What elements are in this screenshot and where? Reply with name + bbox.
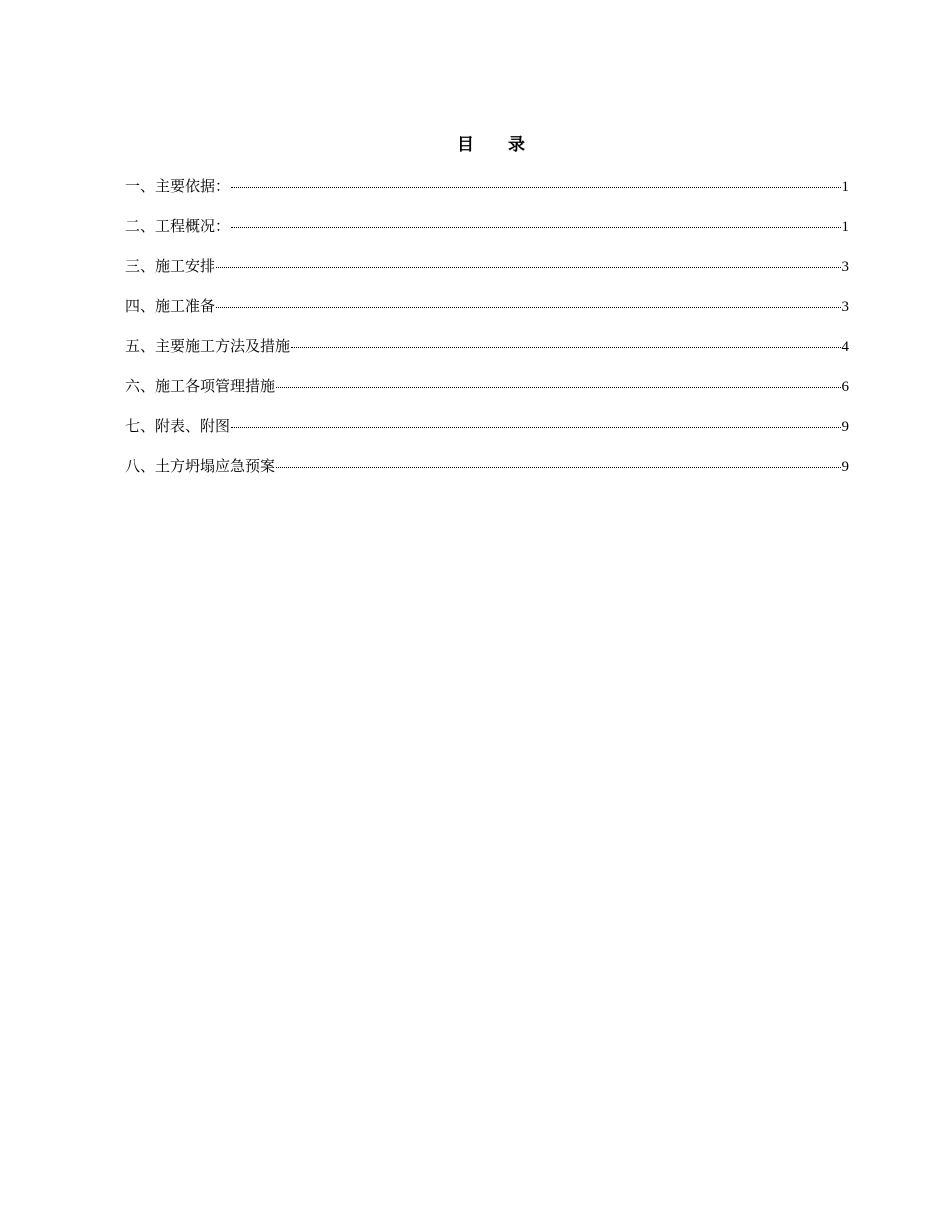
toc-entry-page: 6 xyxy=(841,379,849,395)
toc-dot-leader xyxy=(231,427,840,428)
toc-entry[interactable] xyxy=(125,174,849,214)
toc-entry[interactable] xyxy=(125,214,849,254)
toc-dot-leader xyxy=(231,227,840,228)
toc-entry-label: 二、工程概况： xyxy=(125,217,231,235)
toc-entry-label: 五、主要施工方法及措施 xyxy=(125,337,291,355)
toc-entry-page: 3 xyxy=(841,259,849,275)
toc-dot-leader xyxy=(276,467,840,468)
toc-entry-label: 四、施工准备 xyxy=(125,297,216,315)
toc-entry[interactable] xyxy=(125,254,849,294)
toc-dot-leader xyxy=(231,187,840,188)
toc-entry[interactable] xyxy=(125,294,849,334)
toc-entry-page: 1 xyxy=(841,219,849,235)
toc-entry-page: 9 xyxy=(841,419,849,435)
toc-entry-label: 六、施工各项管理措施 xyxy=(125,377,276,395)
toc-entry-label: 八、土方坍塌应急预案 xyxy=(125,457,276,475)
toc-title: 目录 xyxy=(457,135,559,155)
toc-entry-page: 9 xyxy=(841,459,849,475)
toc-entry[interactable] xyxy=(125,414,849,454)
toc-entry[interactable] xyxy=(125,454,849,494)
toc-entry-page: 3 xyxy=(841,299,849,315)
toc-entry[interactable] xyxy=(125,334,849,374)
toc-list xyxy=(125,174,849,494)
toc-entry-label: 三、施工安排 xyxy=(125,257,216,275)
toc-entry-page: 4 xyxy=(841,339,849,355)
toc-entry-label: 七、附表、附图 xyxy=(125,417,231,435)
toc-entry-label: 一、主要依据： xyxy=(125,177,231,195)
toc-dot-leader xyxy=(276,387,840,388)
toc-dot-leader xyxy=(216,307,840,308)
toc-entry-page: 1 xyxy=(841,179,849,195)
toc-dot-leader xyxy=(216,267,840,268)
toc-entry[interactable] xyxy=(125,374,849,414)
toc-dot-leader xyxy=(291,347,840,348)
